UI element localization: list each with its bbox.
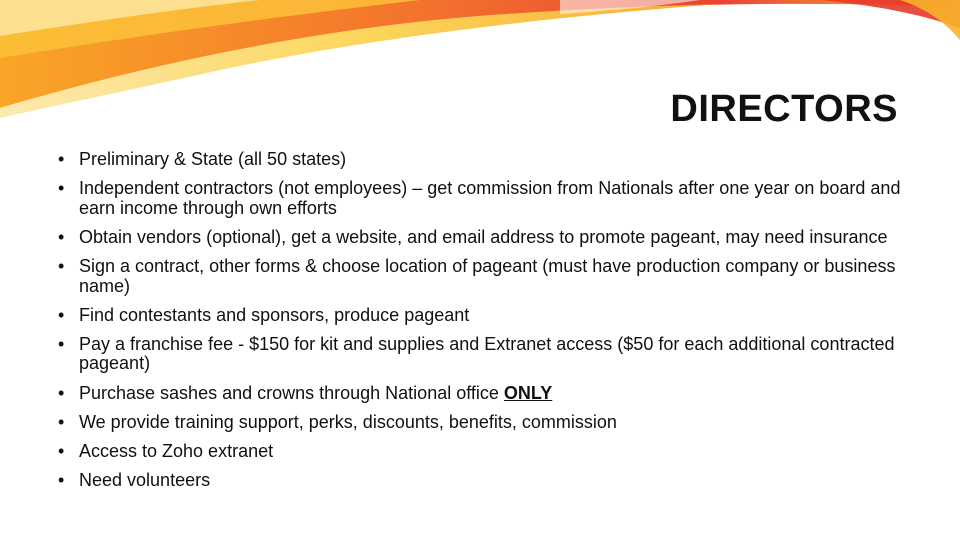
bullet-dot-icon: • <box>58 304 65 325</box>
bullet-text: Sign a contract, other forms & choose location of pageant (must have production company or business name) <box>79 256 896 296</box>
bullet-item <box>58 228 908 248</box>
bullet-text: Obtain vendors (optional), get a website, and email address to promote pageant, may need insurance <box>79 226 888 247</box>
bullet-item <box>58 150 908 170</box>
bullet-item <box>58 471 908 491</box>
bullet-item <box>58 306 908 326</box>
bullet-item <box>58 413 908 433</box>
bullet-item <box>58 257 908 296</box>
bullet-item <box>58 179 908 218</box>
bullet-dot-icon: • <box>58 149 65 169</box>
slide-title: DIRECTORS <box>670 88 898 130</box>
bullet-text: Purchase sashes and crowns through National office <box>79 382 504 403</box>
bullet-text: Access to Zoho extranet <box>79 441 274 461</box>
bullet-text: Find contestants and sponsors, produce pageant <box>79 304 470 325</box>
bullet-item <box>58 442 908 462</box>
bullet-list <box>58 150 908 500</box>
bullet-dot-icon: • <box>58 256 65 277</box>
bullet-text: Independent contractors (not employees) – get commission from Nationals after one year on board and earn income through own efforts <box>79 178 901 218</box>
bullet-text: Pay a franchise fee - $150 for kit and supplies and Extranet access ($50 for each additional contracted pageant) <box>79 333 895 374</box>
bullet-dot-icon: • <box>58 470 65 491</box>
bullet-text: Preliminary & State (all 50 states) <box>79 149 347 169</box>
bullet-dot-icon: • <box>58 411 65 432</box>
bullet-text: Need volunteers <box>79 470 211 491</box>
bullet-dot-icon: • <box>58 441 65 461</box>
bullet-dot-icon: • <box>58 226 65 247</box>
bullet-item <box>58 335 908 374</box>
emphasis-text: ONLY <box>503 382 553 403</box>
bullet-dot-icon: • <box>58 178 65 199</box>
bullet-item <box>58 384 908 404</box>
bullet-dot-icon: • <box>58 382 65 403</box>
bullet-text: We provide training support, perks, discounts, benefits, commission <box>79 411 617 432</box>
bullet-dot-icon: • <box>58 333 65 354</box>
